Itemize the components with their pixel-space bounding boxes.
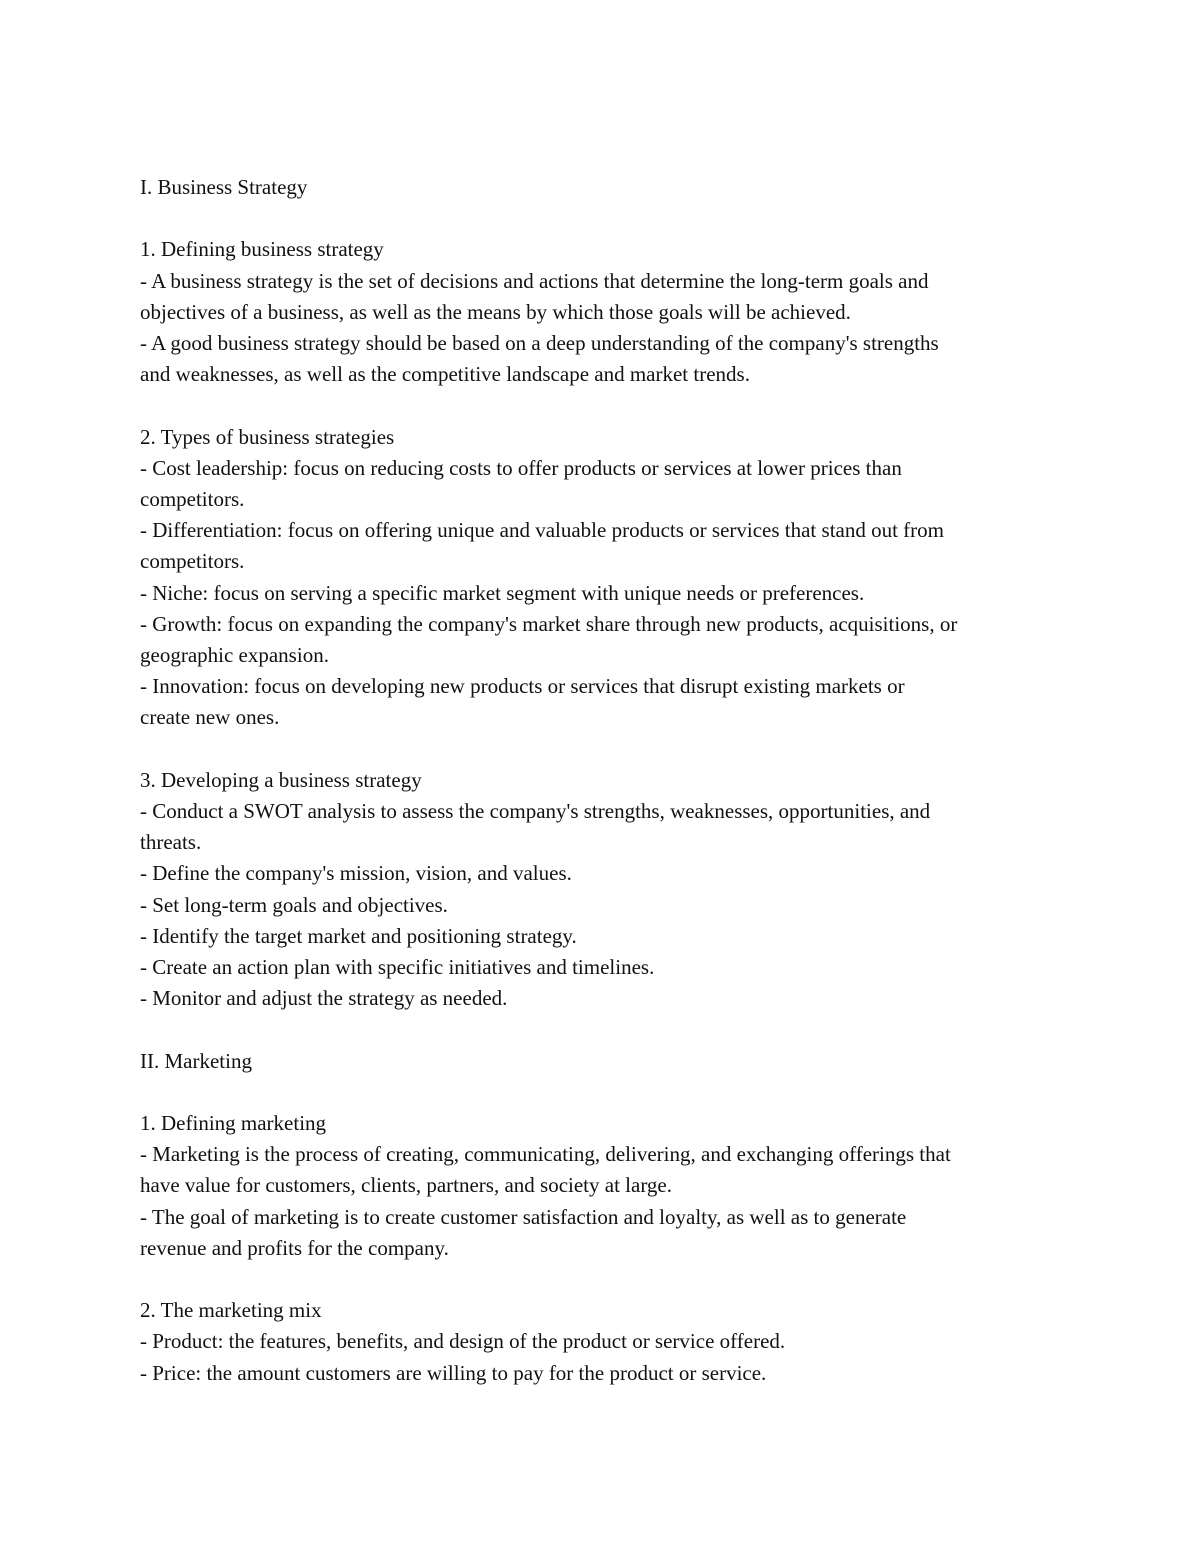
text-line: - Monitor and adjust the strategy as needed. — [140, 986, 508, 1011]
subsection-heading: 2. Types of business strategies — [140, 424, 395, 449]
text-line: revenue and profits for the company. — [140, 1235, 449, 1260]
section-heading: II. Marketing — [140, 1048, 252, 1073]
blank-line — [140, 1014, 1070, 1045]
blank-line — [140, 734, 1070, 765]
text-line: threats. — [140, 830, 202, 855]
text-line: have value for customers, clients, partners, and society at large. — [140, 1173, 673, 1198]
text-line: - Conduct a SWOT analysis to assess the company's strengths, weaknesses, opportunities, and — [140, 799, 931, 824]
blank-line — [140, 1077, 1070, 1108]
text-line: - Marketing is the process of creating, communicating, delivering, and exchanging offerings that — [140, 1142, 951, 1167]
text-line: - Innovation: focus on developing new products or services that disrupt existing markets or — [140, 674, 905, 699]
text-line: - Product: the features, benefits, and design of the product or service offered. — [140, 1329, 786, 1354]
subsection-heading: 1. Defining business strategy — [140, 237, 384, 262]
text-line: - Define the company's mission, vision, and values. — [140, 861, 572, 886]
text-line: competitors. — [140, 487, 245, 511]
text-line: and weaknesses, as well as the competitive landscape and market trends. — [140, 362, 750, 387]
text-line: - A good business strategy should be based on a deep understanding of the company's strengths — [140, 331, 939, 355]
text-line: - Niche: focus on serving a specific market segment with unique needs or preferences. — [140, 580, 865, 605]
text-line: - The goal of marketing is to create customer satisfaction and loyalty, as well as to generate — [140, 1204, 907, 1229]
text-line: - A business strategy is the set of decisions and actions that determine the long-term goals and — [140, 268, 929, 293]
text-line: create new ones. — [140, 705, 280, 730]
text-line: geographic expansion. — [140, 643, 329, 668]
text-line: competitors. — [140, 549, 245, 574]
text-line: - Set long-term goals and objectives. — [140, 892, 448, 917]
document-body — [140, 172, 1070, 1389]
section-heading: I. Business Strategy — [140, 175, 308, 199]
blank-line — [140, 1264, 1070, 1295]
text-line: - Cost leadership: focus on reducing costs to offer products or services at lower prices than — [140, 455, 902, 480]
text-line: - Growth: focus on expanding the company's market share through new products, acquisitions, or — [140, 611, 958, 636]
text-line: - Identify the target market and positioning strategy. — [140, 923, 577, 948]
blank-line — [140, 203, 1070, 234]
text-line: objectives of a business, as well as the means by which those goals will be achieved. — [140, 299, 851, 324]
blank-line — [140, 390, 1070, 421]
subsection-heading: 2. The marketing mix — [140, 1298, 322, 1323]
subsection-heading: 1. Defining marketing — [140, 1111, 327, 1136]
text-line: - Differentiation: focus on offering unique and valuable products or services that stand out from — [140, 518, 944, 543]
subsection-heading: 3. Developing a business strategy — [140, 767, 422, 792]
text-line: - Create an action plan with specific initiatives and timelines. — [140, 955, 655, 980]
text-line: - Price: the amount customers are willing to pay for the product or service. — [140, 1360, 767, 1385]
